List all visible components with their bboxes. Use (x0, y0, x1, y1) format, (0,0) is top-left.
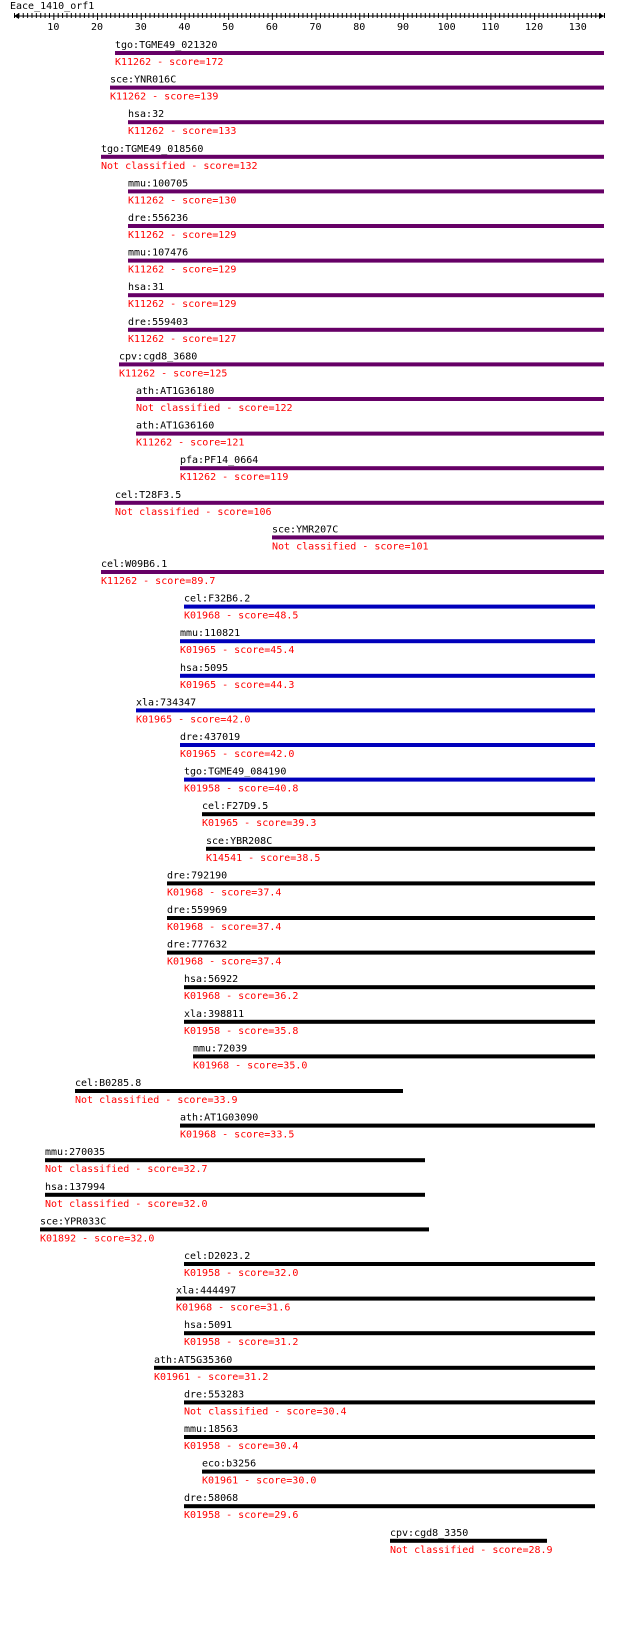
hit-bar[interactable] (136, 708, 595, 712)
hit-bar[interactable] (184, 985, 595, 989)
hit-bar[interactable] (184, 1331, 595, 1335)
hit-annotation[interactable]: Not classified - score=30.4 (184, 1406, 347, 1418)
hit-name[interactable]: dre:792190 (167, 870, 228, 882)
hit-annotation[interactable]: Not classified - score=33.9 (75, 1095, 238, 1106)
hit-bar[interactable] (101, 155, 604, 159)
hit-bar[interactable] (184, 1262, 595, 1266)
hit-bar[interactable] (184, 1435, 595, 1439)
ruler-tick-label: 110 (481, 22, 500, 33)
hit-name[interactable]: eco:b3256 (202, 1458, 257, 1470)
hit-annotation[interactable]: K01958 - score=40.8 (184, 783, 299, 795)
hit-annotation[interactable]: K01965 - score=44.3 (180, 679, 295, 691)
hit-bar[interactable] (180, 743, 595, 747)
hit-name[interactable]: mmu:110821 (180, 628, 241, 640)
hit-name[interactable]: cel:D2023.2 (184, 1251, 251, 1262)
hit-row[interactable] (202, 1459, 595, 1487)
hit-bar[interactable] (206, 847, 595, 851)
hit-row[interactable] (110, 75, 604, 103)
hit-row[interactable] (101, 559, 604, 587)
hit-name[interactable]: hsa:56922 (184, 974, 239, 986)
hit-name[interactable]: cpv:cgd8_3680 (119, 351, 198, 363)
hit-bar[interactable] (128, 293, 604, 297)
ruler-tick-label: 80 (353, 22, 366, 33)
hit-name[interactable]: cpv:cgd8_3350 (390, 1527, 469, 1539)
hit-bar[interactable] (184, 778, 595, 782)
hit-bar[interactable] (202, 812, 595, 816)
hit-name[interactable]: dre:559969 (167, 905, 228, 916)
hit-bar[interactable] (193, 1054, 595, 1058)
hit-annotation[interactable]: K11262 - score=125 (119, 368, 228, 380)
hit-name[interactable]: hsa:5095 (180, 662, 229, 674)
hit-annotation[interactable]: K11262 - score=89.7 (101, 576, 216, 587)
hit-bar[interactable] (184, 1020, 595, 1024)
hit-annotation[interactable]: K01961 - score=30.0 (202, 1475, 317, 1487)
hit-row[interactable] (184, 767, 595, 795)
hit-row[interactable] (184, 1009, 595, 1037)
hit-annotation[interactable]: K11262 - score=172 (115, 57, 224, 68)
hit-row[interactable] (272, 524, 604, 552)
ruler-tick-label: 120 (525, 22, 544, 33)
hit-row[interactable] (184, 1424, 595, 1452)
hit-annotation[interactable]: K01958 - score=30.4 (184, 1441, 299, 1452)
hit-bar[interactable] (180, 674, 595, 678)
hit-bar[interactable] (128, 259, 604, 263)
hit-bar[interactable] (154, 1366, 595, 1370)
hit-annotation[interactable]: K01968 - score=37.4 (167, 922, 282, 933)
hit-row[interactable] (176, 1286, 595, 1314)
hit-row[interactable] (167, 940, 595, 968)
hit-bar[interactable] (184, 1400, 595, 1404)
hit-bar[interactable] (45, 1158, 425, 1162)
hit-row[interactable] (184, 974, 595, 1002)
hit-annotation[interactable]: K01965 - score=42.0 (136, 714, 251, 726)
hit-row[interactable] (75, 1078, 403, 1106)
hit-row[interactable] (180, 455, 604, 483)
hit-name[interactable]: ath:AT1G36160 (136, 420, 215, 432)
hit-bar[interactable] (110, 86, 604, 90)
hit-annotation[interactable]: K14541 - score=38.5 (206, 852, 321, 864)
hit-row[interactable] (184, 1320, 595, 1348)
hit-name[interactable]: sce:YNR016C (110, 74, 177, 86)
hit-name[interactable]: sce:YMR207C (272, 524, 339, 536)
hit-annotation[interactable]: Not classified - score=101 (272, 541, 429, 553)
hit-row[interactable] (101, 144, 604, 172)
hit-name[interactable]: mmu:270035 (45, 1147, 106, 1159)
hit-row[interactable] (119, 351, 604, 379)
hit-name[interactable]: cel:W09B6.1 (101, 559, 168, 570)
hit-row[interactable] (45, 1182, 425, 1210)
hit-annotation[interactable]: K11262 - score=130 (128, 195, 237, 207)
hit-bar[interactable] (128, 328, 604, 332)
hit-row[interactable] (184, 1493, 595, 1521)
hit-row[interactable] (128, 109, 604, 137)
hit-row[interactable] (184, 594, 595, 622)
hit-row[interactable] (136, 421, 604, 449)
ruler-tick-label: 90 (396, 22, 409, 33)
hit-row[interactable] (128, 178, 604, 206)
hit-annotation[interactable]: K01968 - score=37.4 (167, 887, 282, 899)
hit-annotation[interactable]: Not classified - score=32.0 (45, 1198, 208, 1210)
hit-name[interactable]: dre:777632 (167, 939, 228, 951)
hit-annotation[interactable]: K11262 - score=139 (110, 91, 219, 103)
hit-row[interactable] (136, 386, 604, 414)
ruler-tick-label: 100 (437, 22, 456, 33)
hit-name[interactable]: dre:556236 (128, 213, 189, 224)
hit-row[interactable] (167, 870, 595, 898)
hit-row[interactable] (128, 317, 604, 345)
hit-name[interactable]: dre:559403 (128, 316, 189, 328)
hit-name[interactable]: ath:AT1G36180 (136, 386, 215, 397)
hit-bar[interactable] (390, 1539, 547, 1543)
hit-bar[interactable] (176, 1297, 595, 1301)
hit-annotation[interactable]: K11262 - score=133 (128, 126, 237, 138)
hit-name[interactable]: mmu:107476 (128, 247, 189, 259)
hit-row[interactable] (193, 1043, 595, 1071)
hit-name[interactable]: xla:444497 (176, 1285, 237, 1297)
hit-name[interactable]: pfa:PF14_0664 (180, 455, 259, 467)
hit-bar[interactable] (40, 1227, 429, 1231)
hit-annotation[interactable]: K01968 - score=35.0 (193, 1060, 308, 1072)
ruler (14, 13, 605, 33)
hit-name[interactable]: cel:F27D9.5 (202, 801, 269, 813)
hit-annotation[interactable]: Not classified - score=32.7 (45, 1164, 208, 1176)
hit-name[interactable]: tgo:TGME49_021320 (115, 40, 218, 51)
query-name: Eace_1410_orf1 (10, 1, 95, 12)
hit-name[interactable]: hsa:5091 (184, 1320, 233, 1332)
hit-name[interactable]: tgo:TGME49_018560 (101, 143, 204, 155)
ruler-tick-label: 30 (134, 22, 147, 33)
hit-name[interactable]: ath:AT1G03090 (180, 1112, 259, 1124)
hit-name[interactable]: xla:398811 (184, 1008, 245, 1020)
hit-row[interactable] (136, 697, 595, 725)
hit-row[interactable] (180, 663, 595, 691)
hit-annotation[interactable]: Not classified - score=28.9 (390, 1544, 553, 1556)
hit-annotation[interactable]: K01958 - score=35.8 (184, 1025, 299, 1037)
hit-annotation[interactable]: K01968 - score=37.4 (167, 956, 282, 968)
hit-row[interactable] (45, 1147, 425, 1175)
hits-list (40, 40, 604, 1556)
hit-name[interactable]: mmu:72039 (193, 1043, 248, 1055)
hit-bar[interactable] (180, 466, 604, 470)
hit-name[interactable]: sce:YPR033C (40, 1216, 107, 1228)
hit-row[interactable] (167, 905, 595, 933)
hit-row[interactable] (180, 1113, 595, 1141)
hit-bar[interactable] (75, 1089, 403, 1093)
hit-row[interactable] (180, 628, 595, 656)
hit-row[interactable] (206, 836, 595, 864)
hit-annotation[interactable]: K01892 - score=32.0 (40, 1233, 155, 1245)
ruler-tick-label: 70 (309, 22, 322, 33)
hit-name[interactable]: sce:YBR208C (206, 835, 273, 847)
hit-name[interactable]: dre:437019 (180, 732, 241, 743)
hit-name[interactable]: mmu:100705 (128, 178, 189, 190)
hit-name[interactable]: mmu:18563 (184, 1424, 239, 1435)
hit-bar[interactable] (128, 189, 604, 193)
hit-name[interactable]: dre:58068 (184, 1493, 239, 1505)
hit-annotation[interactable]: K11262 - score=127 (128, 333, 237, 345)
hit-bar[interactable] (136, 397, 604, 401)
hit-name[interactable]: dre:553283 (184, 1389, 245, 1401)
hit-bar[interactable] (180, 639, 595, 643)
hit-name[interactable]: cel:B0285.8 (75, 1078, 142, 1089)
hit-annotation[interactable]: K11262 - score=129 (128, 264, 237, 276)
ruler-tick-label: 40 (178, 22, 191, 33)
ruler-tick-label: 130 (568, 22, 587, 33)
hit-row[interactable] (154, 1355, 595, 1383)
hit-annotation[interactable]: K01958 - score=32.0 (184, 1268, 299, 1279)
hit-annotation[interactable]: K01965 - score=39.3 (202, 818, 317, 830)
hit-bar[interactable] (184, 1504, 595, 1508)
hit-annotation[interactable]: Not classified - score=132 (101, 160, 258, 172)
hit-bar[interactable] (184, 605, 595, 609)
hit-annotation[interactable]: K11262 - score=121 (136, 437, 245, 449)
hit-name[interactable]: ath:AT5G35360 (154, 1354, 233, 1366)
hit-bar[interactable] (128, 224, 604, 228)
hit-row[interactable] (128, 213, 604, 241)
hit-name[interactable]: cel:T28F3.5 (115, 489, 182, 501)
hit-bar[interactable] (115, 501, 604, 505)
hit-annotation[interactable]: K01965 - score=45.4 (180, 645, 295, 657)
hit-name[interactable]: xla:734347 (136, 697, 197, 709)
hit-name[interactable]: hsa:137994 (45, 1181, 106, 1193)
hit-row[interactable] (202, 801, 595, 829)
hit-annotation[interactable]: K11262 - score=129 (128, 299, 237, 311)
hit-annotation[interactable]: K11262 - score=129 (128, 230, 237, 241)
hit-bar[interactable] (45, 1193, 425, 1197)
hit-row[interactable] (115, 40, 604, 68)
hit-annotation[interactable]: Not classified - score=106 (115, 506, 272, 518)
hit-row[interactable] (128, 282, 604, 310)
hit-row[interactable] (390, 1528, 553, 1556)
hit-row[interactable] (184, 1389, 595, 1417)
hit-bar[interactable] (136, 432, 604, 436)
ruler-tick-label: 50 (222, 22, 235, 33)
hit-row[interactable] (115, 490, 604, 518)
hit-bar[interactable] (272, 535, 604, 539)
hit-bar[interactable] (128, 120, 604, 124)
hit-row[interactable] (40, 1216, 429, 1244)
ruler-tick-label: 10 (47, 22, 60, 33)
hit-bar[interactable] (202, 1470, 595, 1474)
hit-annotation[interactable]: K01968 - score=36.2 (184, 991, 299, 1003)
hit-name[interactable]: hsa:31 (128, 282, 165, 294)
hit-bar[interactable] (167, 916, 595, 920)
hit-annotation[interactable]: K01968 - score=33.5 (180, 1129, 295, 1141)
hit-bar[interactable] (167, 951, 595, 955)
hit-bar[interactable] (115, 51, 604, 55)
hit-name[interactable]: tgo:TGME49_084190 (184, 766, 287, 778)
hit-annotation[interactable]: K01958 - score=31.2 (184, 1337, 299, 1349)
ruler-tick-label: 20 (91, 22, 104, 33)
hit-row[interactable] (128, 248, 604, 276)
hit-name[interactable]: cel:F32B6.2 (184, 593, 251, 605)
hit-bar[interactable] (180, 1124, 595, 1128)
hit-annotation[interactable]: Not classified - score=122 (136, 403, 293, 414)
hit-bar[interactable] (119, 362, 604, 366)
hit-name[interactable]: hsa:32 (128, 109, 165, 121)
hit-annotation[interactable]: K11262 - score=119 (180, 472, 289, 484)
ruler-tick-label: 60 (265, 22, 278, 33)
hit-bar[interactable] (101, 570, 604, 574)
hit-annotation[interactable]: K01961 - score=31.2 (154, 1371, 269, 1383)
hit-bar[interactable] (167, 881, 595, 885)
hit-row[interactable] (180, 732, 595, 760)
hit-annotation[interactable]: K01958 - score=29.6 (184, 1510, 299, 1522)
hit-annotation[interactable]: K01968 - score=31.6 (176, 1302, 291, 1314)
hit-row[interactable] (184, 1251, 595, 1279)
hit-annotation[interactable]: K01968 - score=48.5 (184, 610, 299, 622)
hit-annotation[interactable]: K01965 - score=42.0 (180, 749, 295, 760)
